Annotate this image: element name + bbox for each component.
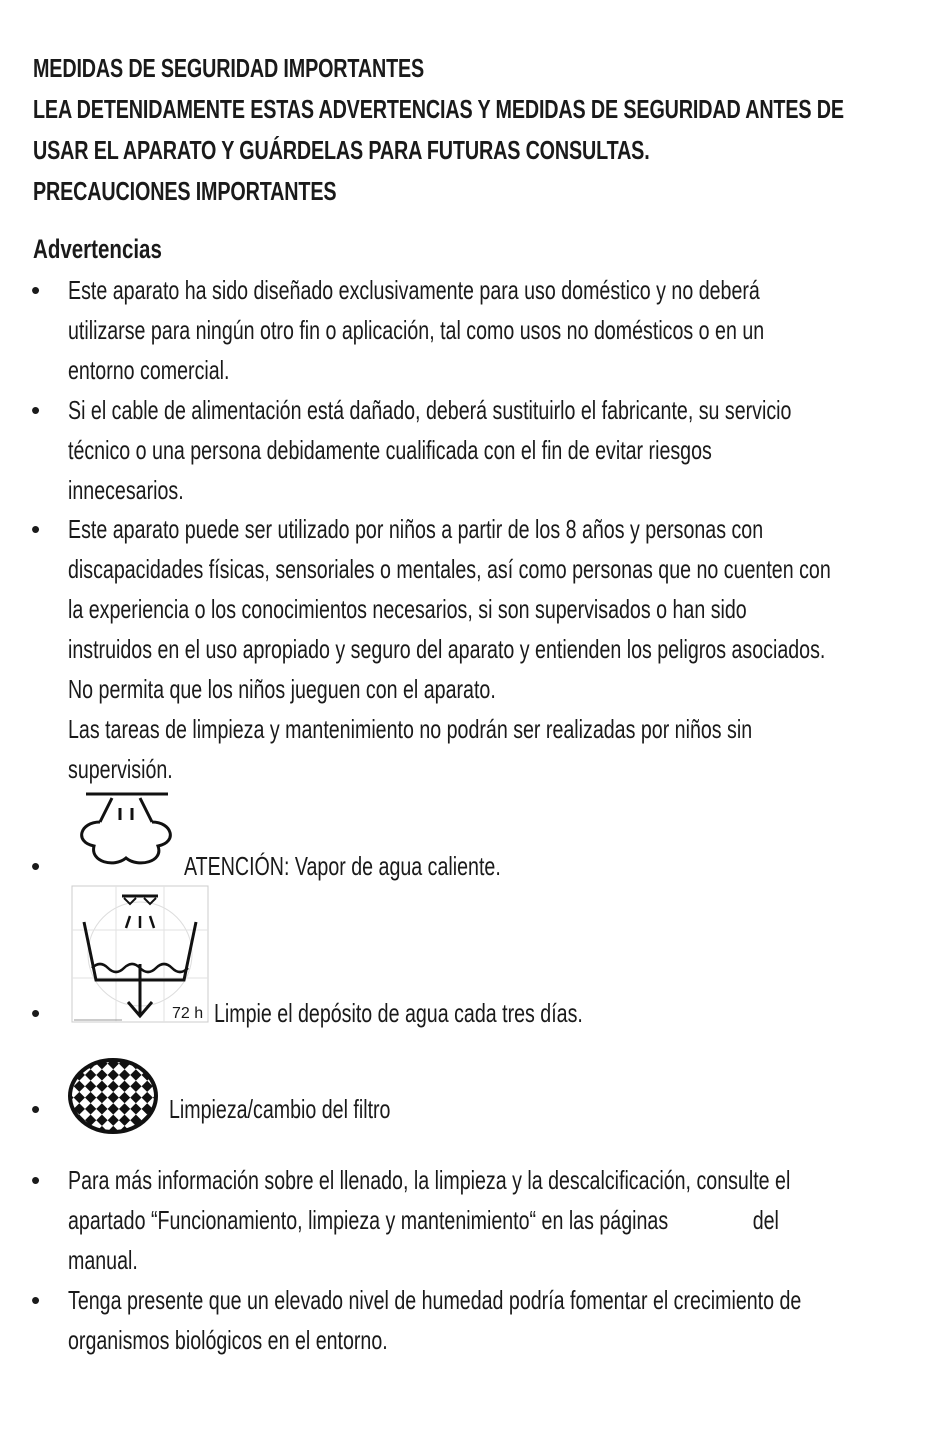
header-line: LEA DETENIDAMENTE ESTAS ADVERTENCIAS Y MEDIDAS DE SEGURIDAD ANTES DE — [33, 94, 844, 124]
bullet: • — [31, 1094, 41, 1124]
list-item: Este aparato puede ser utilizado por niños a partir de los 8 años y personas con discapacidades físicas, sensoriales o mentales, así como personas que no cuenten con la experiencia o los conocimientos necesarios, si son supervisados o han sido instruidos en el uso apropiado y seguro del aparato y entienden los peligros asociados. No permita que los niños jueguen con el aparato. Las tareas de limpieza y mantenimiento no podrán ser realizadas por niños sin supervisión. — [68, 514, 831, 784]
safety-header — [33, 48, 844, 212]
list-item: Tenga presente que un elevado nivel de humedad podría fomentar el crecimiento de organismos biológicos en el entorno. — [68, 1285, 802, 1355]
icon-label: Limpie el depósito de agua cada tres días. — [214, 998, 583, 1028]
bullet: • — [31, 998, 41, 1028]
timer-label: 72 h — [172, 1005, 204, 1022]
section-title: Advertencias — [33, 234, 162, 264]
bullet: • — [31, 1165, 41, 1195]
bullet: • — [31, 851, 41, 881]
hot-steam-icon — [72, 788, 184, 874]
list-item: Si el cable de alimentación está dañado, deberá sustituirlo el fabricante, su servicio técnico o una persona debidamente cualificada con el fin de evitar riesgos innecesarios. — [68, 395, 792, 505]
list-item: Para más información sobre el llenado, la limpieza y la descalcificación, consulte el apartado “Funcionamiento, limpieza y mantenimiento“ en las páginas del manual. — [68, 1165, 791, 1275]
list-item: Este aparato ha sido diseñado exclusivamente para uso doméstico y no deberá utilizarse para ningún otro fin o aplicación, tal como usos no domésticos o en un entorno comercial. — [68, 275, 765, 385]
bullet: • — [31, 1285, 41, 1315]
bullet: • — [31, 395, 41, 425]
header-line: USAR EL APARATO Y GUÁRDELAS PARA FUTURAS CONSULTAS. — [33, 135, 650, 165]
filter-icon — [68, 1058, 158, 1134]
icon-label: Limpieza/cambio del filtro — [169, 1094, 391, 1124]
icon-label: ATENCIÓN: Vapor de agua caliente. — [184, 851, 501, 881]
bullet: • — [31, 275, 41, 305]
bullet: • — [31, 514, 41, 544]
header-line: PRECAUCIONES IMPORTANTES — [33, 176, 337, 206]
header-line: MEDIDAS DE SEGURIDAD IMPORTANTES — [33, 53, 425, 83]
